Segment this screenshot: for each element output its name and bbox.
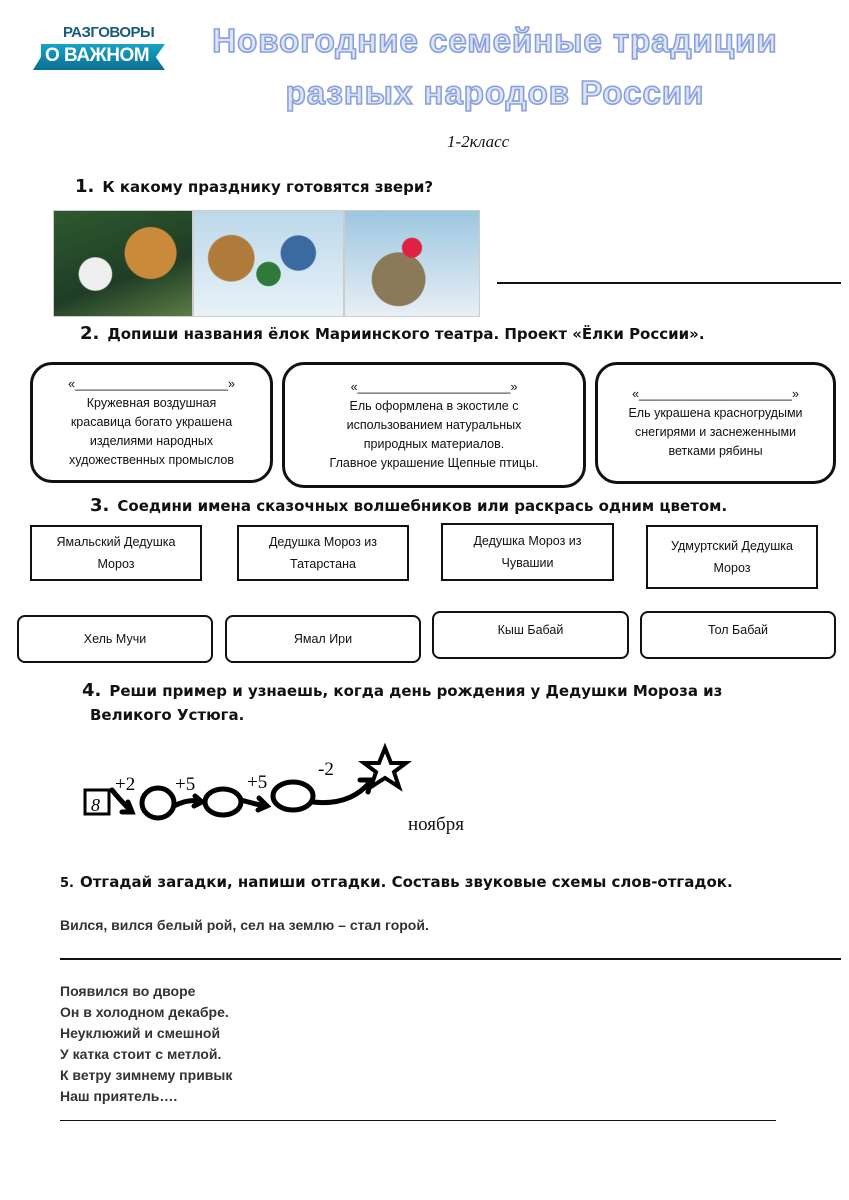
question-number: 4. bbox=[82, 680, 102, 701]
wizard-card-yamal[interactable]: Ямальский Дедушка Мороз bbox=[30, 525, 202, 581]
step-label: -2 bbox=[318, 759, 334, 780]
riddle-line: Он в холодном декабре. bbox=[60, 1004, 229, 1020]
riddle-2 bbox=[60, 981, 232, 1107]
step-label: +5 bbox=[175, 774, 196, 795]
question-1 bbox=[75, 176, 433, 197]
name-card-hel-muchi[interactable]: Хель Мучи bbox=[17, 615, 213, 663]
question-text: К какому празднику готовятся звери? bbox=[102, 178, 434, 196]
riddle-line: Появился во дворе bbox=[60, 983, 196, 999]
step-label: +5 bbox=[247, 772, 268, 793]
tree-description: Ель украшена красногрудыми bbox=[628, 406, 803, 420]
answer-line-1[interactable] bbox=[497, 282, 841, 284]
birthday-math-chain bbox=[60, 740, 420, 830]
question-text: Реши пример и узнаешь, когда день рождения у Дедушки Мороза из bbox=[109, 682, 723, 700]
wizard-card-tatarstan[interactable]: Дедушка Мороз из Татарстана bbox=[237, 525, 409, 581]
tree-description: художественных промыслов bbox=[69, 453, 234, 467]
question-text: Допиши названия ёлок Мариинского театра. Проект «Ёлки России». bbox=[107, 325, 705, 343]
tree-name-blank[interactable]: «______________________» bbox=[350, 379, 518, 394]
answer-line-riddle-1[interactable] bbox=[60, 958, 841, 960]
riddle-line: Наш приятель…. bbox=[60, 1088, 178, 1104]
tree-description: изделиями народных bbox=[89, 434, 214, 448]
illustration-animals-sleigh bbox=[344, 210, 480, 317]
question-number: 2. bbox=[80, 323, 100, 344]
tree-description: использованием натуральных bbox=[346, 417, 522, 432]
tree-description: ветками рябины bbox=[668, 444, 763, 458]
name-card-tol-babai[interactable]: Тол Бабай bbox=[640, 611, 836, 659]
question-5 bbox=[60, 873, 733, 891]
answer-circle-3 bbox=[273, 782, 313, 810]
question-number: 5. bbox=[60, 876, 74, 891]
question-4-line2: Великого Устюга. bbox=[90, 706, 245, 724]
tree-card-1 bbox=[30, 362, 273, 483]
name-card-yamal-iri[interactable]: Ямал Ири bbox=[225, 615, 421, 663]
arrow-icon bbox=[313, 782, 370, 803]
question-3 bbox=[90, 495, 727, 516]
tree-description: Главное украшение Щепные птицы. bbox=[329, 455, 539, 470]
month-label: ноября bbox=[408, 814, 464, 835]
riddle-line: Неуклюжий и смешной bbox=[60, 1025, 221, 1041]
illustration-bear-fox-snow bbox=[193, 210, 344, 317]
riddle-1: Вился, вился белый рой, сел на землю – стал горой. bbox=[60, 917, 429, 933]
title-line1: Новогодние семейные традиции bbox=[212, 22, 778, 59]
title-line2: разных народов России bbox=[285, 74, 705, 111]
answer-line-riddle-2[interactable] bbox=[60, 1120, 776, 1121]
illustration-bunny-bear-tree bbox=[53, 210, 193, 317]
question-2 bbox=[80, 323, 705, 344]
step-label: +2 bbox=[115, 774, 136, 795]
tree-card-2 bbox=[282, 362, 586, 488]
logo-line1: РАЗГОВОРЫ bbox=[63, 24, 155, 41]
tree-description: природных материалов. bbox=[363, 436, 505, 451]
question-4 bbox=[82, 680, 722, 701]
wizard-card-chuvashia[interactable]: Дедушка Мороз из Чувашии bbox=[441, 523, 614, 581]
tree-card-3 bbox=[595, 362, 836, 484]
wizard-card-udmurtia[interactable]: Удмуртский Дедушка Мороз bbox=[646, 525, 818, 589]
riddle-line: У катка стоит с метлой. bbox=[60, 1046, 222, 1062]
question-text: Соедини имена сказочных волшебников или раскрась одним цветом. bbox=[117, 497, 728, 515]
tree-name-blank[interactable]: «______________________» bbox=[68, 377, 235, 391]
answer-circle-2 bbox=[205, 789, 241, 815]
question-text: Отгадай загадки, напиши отгадки. Составь звуковые схемы слов-отгадок. bbox=[79, 873, 733, 891]
tree-description: красавица богато украшена bbox=[70, 415, 233, 429]
question-number: 3. bbox=[90, 495, 110, 516]
riddle-line: К ветру зимнему привык bbox=[60, 1067, 233, 1083]
tree-description: Ель оформлена в экостиле с bbox=[349, 398, 519, 413]
answer-circle-1 bbox=[142, 788, 174, 818]
tree-name-blank[interactable]: «______________________» bbox=[632, 387, 799, 401]
tree-description: снегирями и заснеженными bbox=[634, 425, 797, 439]
question-number: 1. bbox=[75, 176, 95, 197]
logo-line2: О ВАЖНОМ bbox=[45, 45, 150, 66]
start-number: 8 bbox=[91, 795, 100, 815]
name-card-kysh-babai[interactable]: Кыш Бабай bbox=[432, 611, 629, 659]
tree-description: Кружевная воздушная bbox=[86, 396, 217, 410]
grade-label: 1-2класс bbox=[447, 132, 510, 151]
